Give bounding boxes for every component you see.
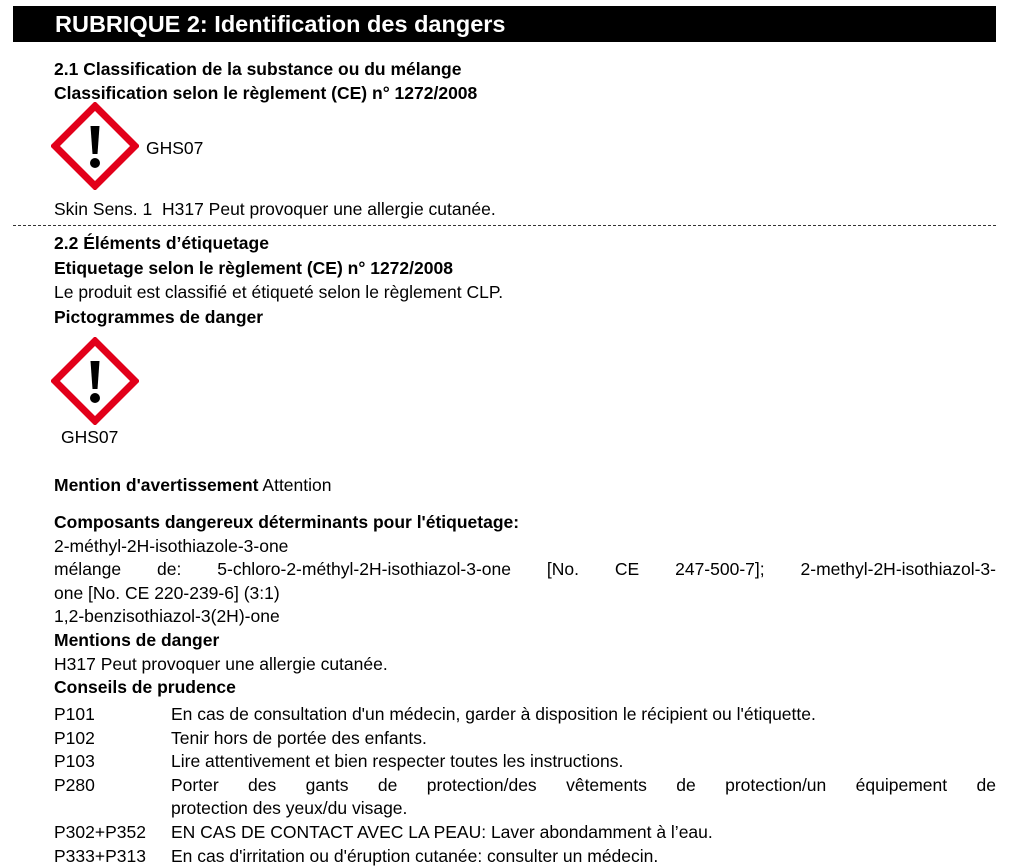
precaution-text: En cas de consultation d'un médecin, garder à disposition le récipient ou l'étiquette. <box>171 704 816 724</box>
pictogram-code: GHS07 <box>61 427 119 447</box>
precaution-text: Lire attentivement et bien respecter toutes les instructions. <box>171 751 624 772</box>
precaution-code: P333+P313 <box>54 845 146 866</box>
heading-classification-regulation: Classification selon le règlement (CE) n° 1272/2008 <box>54 83 478 103</box>
ghs07-exclamation-icon <box>51 337 139 425</box>
precaution-code: P280 <box>54 774 95 795</box>
section-divider <box>13 225 996 226</box>
heading-2-1: 2.1 Classification de la substance ou du mélange <box>54 59 462 79</box>
hazard-statement: H317 Peut provoquer une allergie cutanée. <box>54 653 388 674</box>
precaution-text <box>171 774 996 821</box>
components-block <box>54 511 996 700</box>
precautionary-statements-table <box>54 703 996 867</box>
heading-hazard-statements: Mentions de danger <box>54 629 220 650</box>
section-header-bar <box>13 6 996 42</box>
signal-word-line <box>54 474 331 498</box>
precaution-code: P302+P352 <box>54 821 146 842</box>
precaution-text: Tenir hors de portée des enfants. <box>171 727 427 748</box>
signal-word-value: Attention <box>262 475 332 495</box>
component-item: mélange de: 5-chloro-2-méthyl-2H-isothiazol-3-one [No. CE 247-500-7]; 2-methyl-2H-isothiazol-3- <box>54 559 996 580</box>
precaution-text-line: protection des yeux/du visage. <box>171 798 408 819</box>
heading-precautionary-statements: Conseils de prudence <box>54 677 236 698</box>
precaution-code: P102 <box>54 727 95 748</box>
heading-2-2: 2.2 Éléments d’étiquetage <box>54 233 269 253</box>
table-row <box>54 774 996 821</box>
heading-components: Composants dangereux déterminants pour l'étiquetage: <box>54 512 520 532</box>
ghs07-exclamation-icon <box>51 102 139 190</box>
heading-pictograms: Pictogrammes de danger <box>54 307 264 327</box>
component-item: 2-méthyl-2H-isothiazole-3-one <box>54 535 289 556</box>
heading-labelling-regulation: Etiquetage selon le règlement (CE) n° 1272/2008 <box>54 258 453 278</box>
precaution-code: P103 <box>54 751 95 772</box>
precaution-text: EN CAS DE CONTACT AVEC LA PEAU: Laver abondamment à l’eau. <box>171 821 713 842</box>
precaution-text-line: Porter des gants de protection/des vêtements de protection/un équipement de <box>171 774 996 795</box>
precaution-text: En cas d'irritation ou d'éruption cutanée: consulter un médecin. <box>171 845 659 866</box>
signal-word-label: Mention d'avertissement <box>54 475 259 495</box>
table-row <box>54 821 996 845</box>
pictogram-code: GHS07 <box>146 138 204 158</box>
table-row <box>54 845 996 867</box>
component-item: one [No. CE 220-239-6] (3:1) <box>54 582 280 603</box>
section-title: RUBRIQUE 2: Identification des dangers <box>55 11 506 37</box>
table-row <box>54 727 996 751</box>
clp-statement: Le produit est classifié et étiqueté selon le règlement CLP. <box>54 282 504 302</box>
table-row <box>54 750 996 774</box>
classification-text: Skin Sens. 1 H317 Peut provoquer une allergie cutanée. <box>54 199 496 219</box>
table-row <box>54 703 996 727</box>
component-item: 1,2-benzisothiazol-3(2H)-one <box>54 606 280 627</box>
precaution-code: P101 <box>54 704 95 724</box>
